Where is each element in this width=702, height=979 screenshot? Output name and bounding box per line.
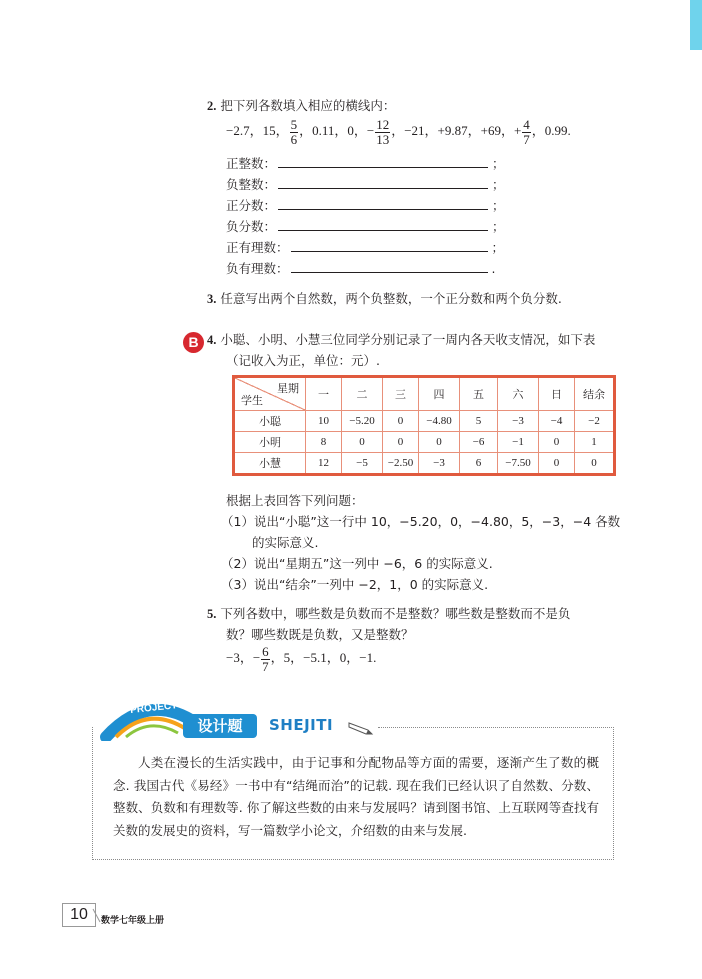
row-name: 小明 [234, 432, 306, 453]
design-paragraph-text: 人类在漫长的生活实践中，由于记事和分配物品等方面的需要，逐渐产生了数的概念. 我国古代《易经》一书中有“结绳而治”的记载. 现在我们已经认识了自然数、分数、整数、负数和有理数等. 你了解这些数的由来与发展吗？请到图书馆、上互联网等查找有关数的发展史的资料，写一篇数学小论文，介绍数的由来与发展. [113, 755, 599, 838]
q3-text: 任意写出两个自然数，两个负整数，一个正分数和两个负分数. [220, 291, 562, 306]
answer-line[interactable] [291, 239, 488, 252]
table-cell: 5 [460, 411, 498, 432]
table-row [234, 432, 615, 453]
table-cell: −2.50 [383, 453, 419, 475]
blank-row[interactable] [226, 216, 505, 237]
table-row [234, 453, 615, 475]
header-cell: 一 [306, 377, 342, 411]
sub-text: 说出“小聪”这一行中 10，−5.20，0，−4.80，5，−3，−4 各数 [253, 514, 621, 529]
q3 [207, 289, 562, 307]
q4-sub1-continued: 的实际意义. [252, 535, 319, 550]
q4-sub3 [221, 575, 488, 593]
row-name: 小慧 [234, 453, 306, 475]
fraction-numerator: 5 [290, 117, 298, 132]
blank-row[interactable] [226, 258, 505, 279]
fraction-12-13 [375, 118, 390, 146]
table-cell: −7.50 [498, 453, 539, 475]
row-name: 小聪 [234, 411, 306, 432]
page-edge-tab [690, 0, 702, 50]
sub-text: 说出“结余”一列中 −2，1，0 的实际意义. [253, 577, 489, 592]
table-cell: −1 [498, 432, 539, 453]
table-corner-cell [234, 377, 306, 411]
q4-intro: 根据上表回答下列问题： [226, 493, 364, 508]
blank-label: 负分数： [226, 219, 277, 234]
book-title: 数学七年级上册 [101, 916, 165, 926]
table-cell: −2 [575, 411, 615, 432]
q4-sub1 [221, 512, 620, 530]
answer-line[interactable] [278, 197, 488, 210]
table-cell: 0 [383, 411, 419, 432]
corner-top-label: 星期 [277, 382, 299, 395]
q4-line1 [207, 330, 595, 348]
blank-label: 正有理数： [226, 240, 289, 255]
table-cell: 10 [306, 411, 342, 432]
design-project-frame-top [378, 727, 612, 728]
fraction-denominator: 7 [262, 658, 269, 674]
q4-line1-text: 小聪、小明、小慧三位同学分别记录了一周内各天收支情况，如下表 [220, 332, 596, 347]
level-b-badge: B [183, 332, 204, 353]
header-cell: 日 [539, 377, 575, 411]
blank-row[interactable] [226, 195, 505, 216]
sub-label: （2） [221, 556, 254, 571]
q2-blank-list [226, 153, 505, 279]
blank-label: 正整数： [226, 156, 277, 171]
sub-text: 说出“星期五”这一列中 −6，6 的实际意义. [253, 556, 493, 571]
fraction-5-6 [290, 118, 299, 146]
blank-row[interactable] [226, 174, 505, 195]
header-cell: 三 [383, 377, 419, 411]
header-cell: 二 [342, 377, 383, 411]
q5-line1-text: 下列各数中，哪些数是负数而不是整数？哪些数是整数而不是负 [220, 606, 571, 621]
design-pinyin: SHEJITI [269, 716, 334, 734]
q5-number: 5. [207, 607, 217, 621]
fraction-6-7 [261, 645, 270, 673]
header-cell: 四 [419, 377, 460, 411]
page-number: 10 [62, 903, 96, 927]
q2-header [207, 96, 395, 114]
table-cell: −5.20 [342, 411, 383, 432]
table-cell: −6 [460, 432, 498, 453]
fraction-denominator: 6 [290, 131, 298, 147]
q2-nums-c: ，−21，+9.87，+69，+ [391, 123, 522, 139]
table-cell: −3 [498, 411, 539, 432]
table-cell: −3 [419, 453, 460, 475]
q2-nums-a: −2.7，15， [226, 123, 289, 139]
table-cell: 12 [306, 453, 342, 475]
table-cell: 0 [539, 432, 575, 453]
q2-nums-d: ，0.99. [531, 123, 571, 139]
table-header-row [234, 377, 615, 411]
header-cell: 结余 [575, 377, 615, 411]
q5-nums-a: −3，− [226, 650, 261, 666]
answer-line[interactable] [278, 155, 488, 168]
q2-number: 2. [207, 99, 217, 113]
table-cell: 0 [383, 432, 419, 453]
q4-line2: （记收入为正，单位：元）. [226, 353, 380, 368]
corner-bottom-label: 学生 [241, 394, 263, 407]
q2-prompt: 把下列各数填入相应的横线内： [220, 98, 396, 113]
blank-end: ； [491, 240, 505, 255]
fraction-4-7 [522, 118, 531, 146]
blank-label: 正分数： [226, 198, 277, 213]
blank-label: 负整数： [226, 177, 277, 192]
design-title: 设计题 [183, 714, 257, 738]
table-row [234, 411, 615, 432]
blank-end: ； [492, 156, 505, 171]
fraction-numerator: 12 [376, 117, 390, 132]
diagonal-header [235, 378, 305, 410]
header-cell: 五 [460, 377, 498, 411]
q5-number-list [226, 645, 376, 673]
fraction-numerator: 4 [523, 117, 530, 132]
blank-end: ； [492, 198, 505, 213]
answer-line[interactable] [278, 176, 488, 189]
q4-number: 4. [207, 333, 217, 347]
income-expense-table [232, 375, 616, 476]
blank-end: . [491, 261, 496, 276]
blank-label: 负有理数： [226, 261, 289, 276]
q5-nums-b: ，5，−5.1，0，−1. [270, 650, 377, 666]
sub-label: （1） [221, 514, 254, 529]
q3-number: 3. [207, 292, 217, 306]
table-cell: 8 [306, 432, 342, 453]
pencil-icon [346, 717, 376, 737]
header-cell: 六 [498, 377, 539, 411]
answer-line[interactable] [278, 218, 488, 231]
design-paragraph [113, 752, 599, 842]
table-cell: 0 [575, 453, 615, 475]
table-cell: −4.80 [419, 411, 460, 432]
q4-sub2 [221, 554, 493, 572]
fraction-numerator: 6 [262, 644, 269, 659]
answer-line[interactable] [291, 260, 488, 273]
q2-nums-b: ，0.11，0，− [299, 123, 375, 139]
project-label: PROJECT [129, 700, 178, 717]
blank-end: ； [492, 219, 505, 234]
q5-line1 [207, 604, 570, 622]
table-cell: 0 [419, 432, 460, 453]
table-cell: 6 [460, 453, 498, 475]
blank-row[interactable] [226, 237, 505, 258]
q2-number-list [226, 118, 571, 146]
table-cell: 1 [575, 432, 615, 453]
q5-line2: 数？哪些数既是负数，又是整数？ [226, 627, 414, 642]
table-cell: 0 [342, 432, 383, 453]
table-cell: −4 [539, 411, 575, 432]
fraction-denominator: 7 [523, 131, 530, 147]
sub-label: （3） [221, 577, 254, 592]
blank-row[interactable] [226, 153, 505, 174]
blank-end: ； [492, 177, 505, 192]
table-cell: −5 [342, 453, 383, 475]
table-cell: 0 [539, 453, 575, 475]
fraction-denominator: 13 [376, 131, 390, 147]
